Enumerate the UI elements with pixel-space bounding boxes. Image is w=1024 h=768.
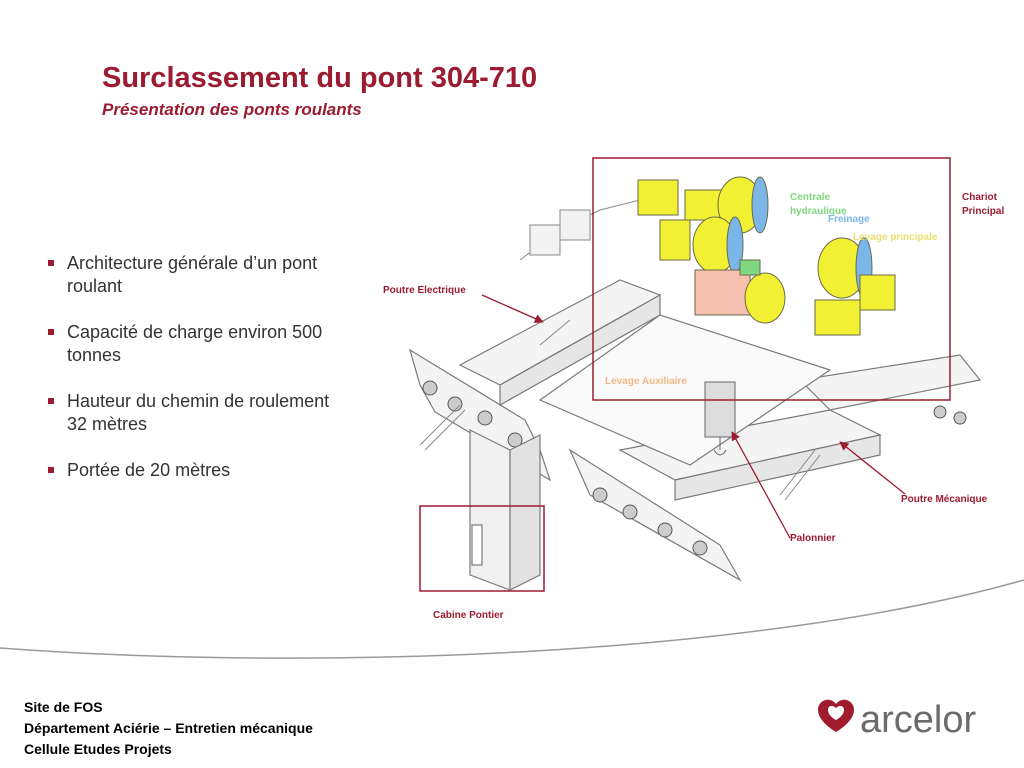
bullet-text: Architecture générale d’un pont roulant	[67, 253, 318, 296]
bullet-item	[48, 390, 348, 436]
bullet-square-icon	[48, 398, 54, 404]
label-centrale-line2: hydraulique	[790, 206, 847, 217]
decorative-swoosh	[0, 560, 1024, 670]
label-palonnier: Palonnier	[790, 533, 836, 544]
bullet-text: Capacité de charge environ 500 tonnes	[67, 322, 323, 365]
label-chariot-line1: Chariot	[962, 192, 997, 203]
bullet-square-icon	[48, 329, 54, 335]
label-freinage: Freinage	[828, 214, 870, 225]
footer	[24, 697, 313, 760]
label-poutre-mecanique: Poutre Mécanique	[901, 494, 988, 505]
label-poutre-electrique: Poutre Electrique	[383, 285, 466, 296]
logo-text: arcelor	[860, 699, 977, 741]
footer-line-department: Département Aciérie – Entretien mécanique	[24, 720, 313, 736]
label-cabine-pontier: Cabine Pontier	[433, 610, 504, 621]
bullet-square-icon	[48, 467, 54, 473]
bullet-text: Hauteur du chemin de roulement 32 mètres	[67, 391, 330, 434]
bullet-list	[48, 252, 348, 505]
page-subtitle: Présentation des ponts roulants	[102, 100, 362, 119]
bullet-square-icon	[48, 260, 54, 266]
poutre-electrique-arrow	[482, 295, 543, 322]
crane-diagram	[360, 150, 1024, 630]
bullet-item	[48, 459, 348, 482]
crane-drawing	[360, 150, 1024, 630]
label-levage-principale: Levage principale	[853, 232, 938, 243]
bullet-text: Portée de 20 mètres	[67, 460, 231, 480]
label-centrale-line1: Centrale	[790, 192, 831, 203]
footer-line-cell: Cellule Etudes Projets	[24, 741, 172, 757]
bullet-item	[48, 321, 348, 367]
bullet-item	[48, 252, 348, 298]
trolley-machinery	[638, 177, 895, 335]
arcelor-heart-logo-icon	[810, 690, 1000, 750]
label-levage-auxiliaire: Levage Auxiliaire	[605, 376, 687, 387]
page-title: Surclassement du pont 304-710	[102, 62, 538, 94]
label-chariot-line2: Principal	[962, 206, 1005, 217]
footer-line-site: Site de FOS	[24, 699, 103, 715]
arcelor-logo	[810, 690, 1000, 750]
